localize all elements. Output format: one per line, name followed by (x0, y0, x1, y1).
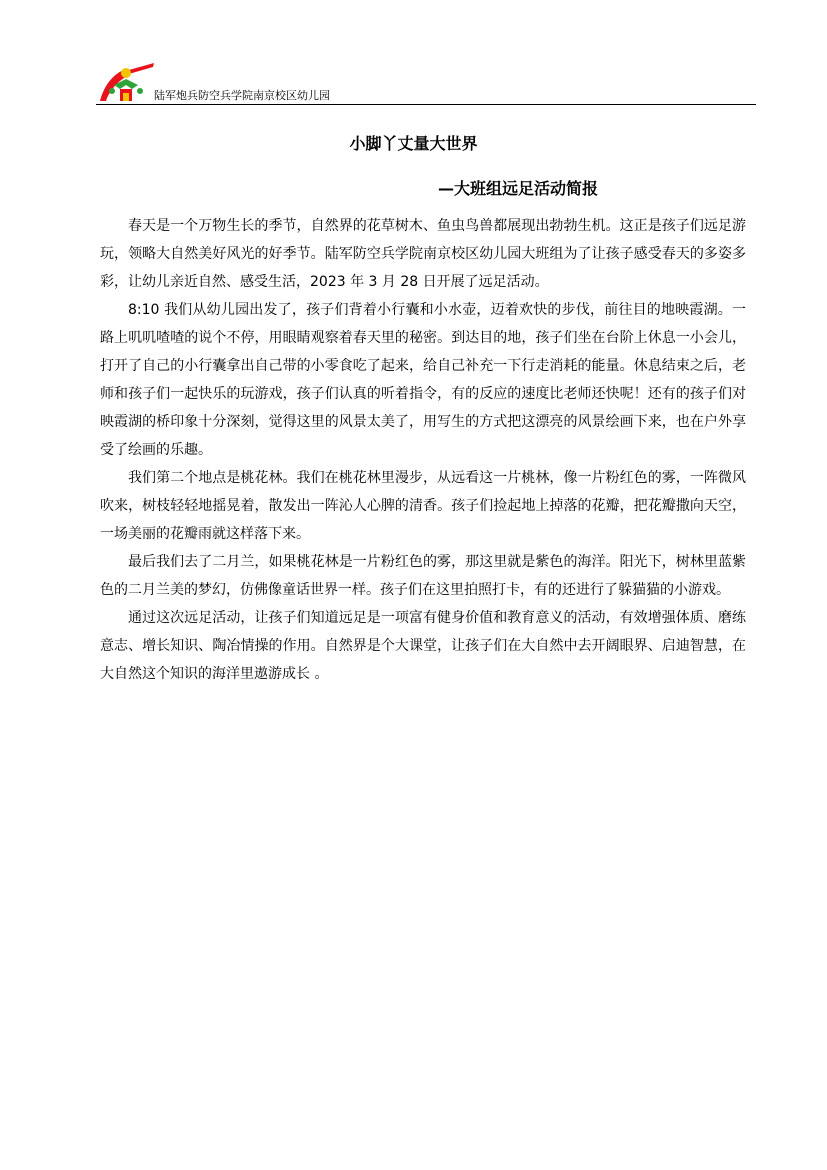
body-paragraph: 通过这次远足活动，让孩子们知道远足是一项富有健身价值和教育意义的活动，有效增强体质、磨练意志、增长知识、陶冶情操的作用。自然界是个大课堂，让孩子们在大自然中去开阔眼界、启迪智慧，在大自然这个知识的海洋里遨游成长 。 (100, 610, 746, 682)
body-paragraph: 最后我们去了二月兰，如果桃花林是一片粉红色的雾，那这里就是紫色的海洋。阳光下，树林里蓝紫色的二月兰美的梦幻，仿佛像童话世界一样。孩子们在这里拍照打卡，有的还进行了躲猫猫的小游戏。 (100, 554, 746, 598)
document-subtitle: —大班组远足活动简报 (438, 179, 599, 198)
page-header (96, 58, 756, 108)
document-body (100, 212, 746, 688)
kindergarten-logo (96, 61, 156, 101)
document-title: 小脚丫丈量大世界 (349, 134, 478, 153)
body-paragraph: 我们第二个地点是桃花林。我们在桃花林里漫步，从远看这一片桃林，像一片粉红色的雾，一阵微风吹来，树枝轻轻地摇晃着，散发出一阵沁人心脾的清香。孩子们捡起地上掉落的花瓣，把花瓣撒向天空，一场美丽的花瓣雨就这样落下来。 (100, 470, 746, 542)
body-paragraph: 春天是一个万物生长的季节，自然界的花草树木、鱼虫鸟兽都展现出勃勃生机。这正是孩子们远足游玩，领略大自然美好风光的好季节。陆军防空兵学院南京校区幼儿园大班组为了让孩子感受春天的多姿多彩，让幼儿亲近自然、感受生活，2023 年 3 月 28 日开展了远足活动。 (100, 218, 746, 290)
org-name: 陆军炮兵防空兵学院南京校区幼儿园 (154, 89, 330, 102)
header-divider (96, 104, 756, 105)
body-paragraph: 8:10 我们从幼儿园出发了，孩子们背着小行囊和小水壶，迈着欢快的步伐，前往目的地映霞湖。一路上叽叽喳喳的说个不停，用眼睛观察着春天里的秘密。到达目的地，孩子们坐在台阶上休息一小会儿，打开了自己的小行囊拿出自己带的小零食吃了起来，给自己补充一下行走消耗的能量。休息结束之后，老师和孩子们一起快乐的玩游戏，孩子们认真的听着指令，有的反应的速度比老师还快呢！还有的孩子们对映霞湖的桥印象十分深刻，觉得这里的风景太美了，用写生的方式把这漂亮的风景绘画下来，也在户外享受了绘画的乐趣。 (100, 302, 746, 458)
